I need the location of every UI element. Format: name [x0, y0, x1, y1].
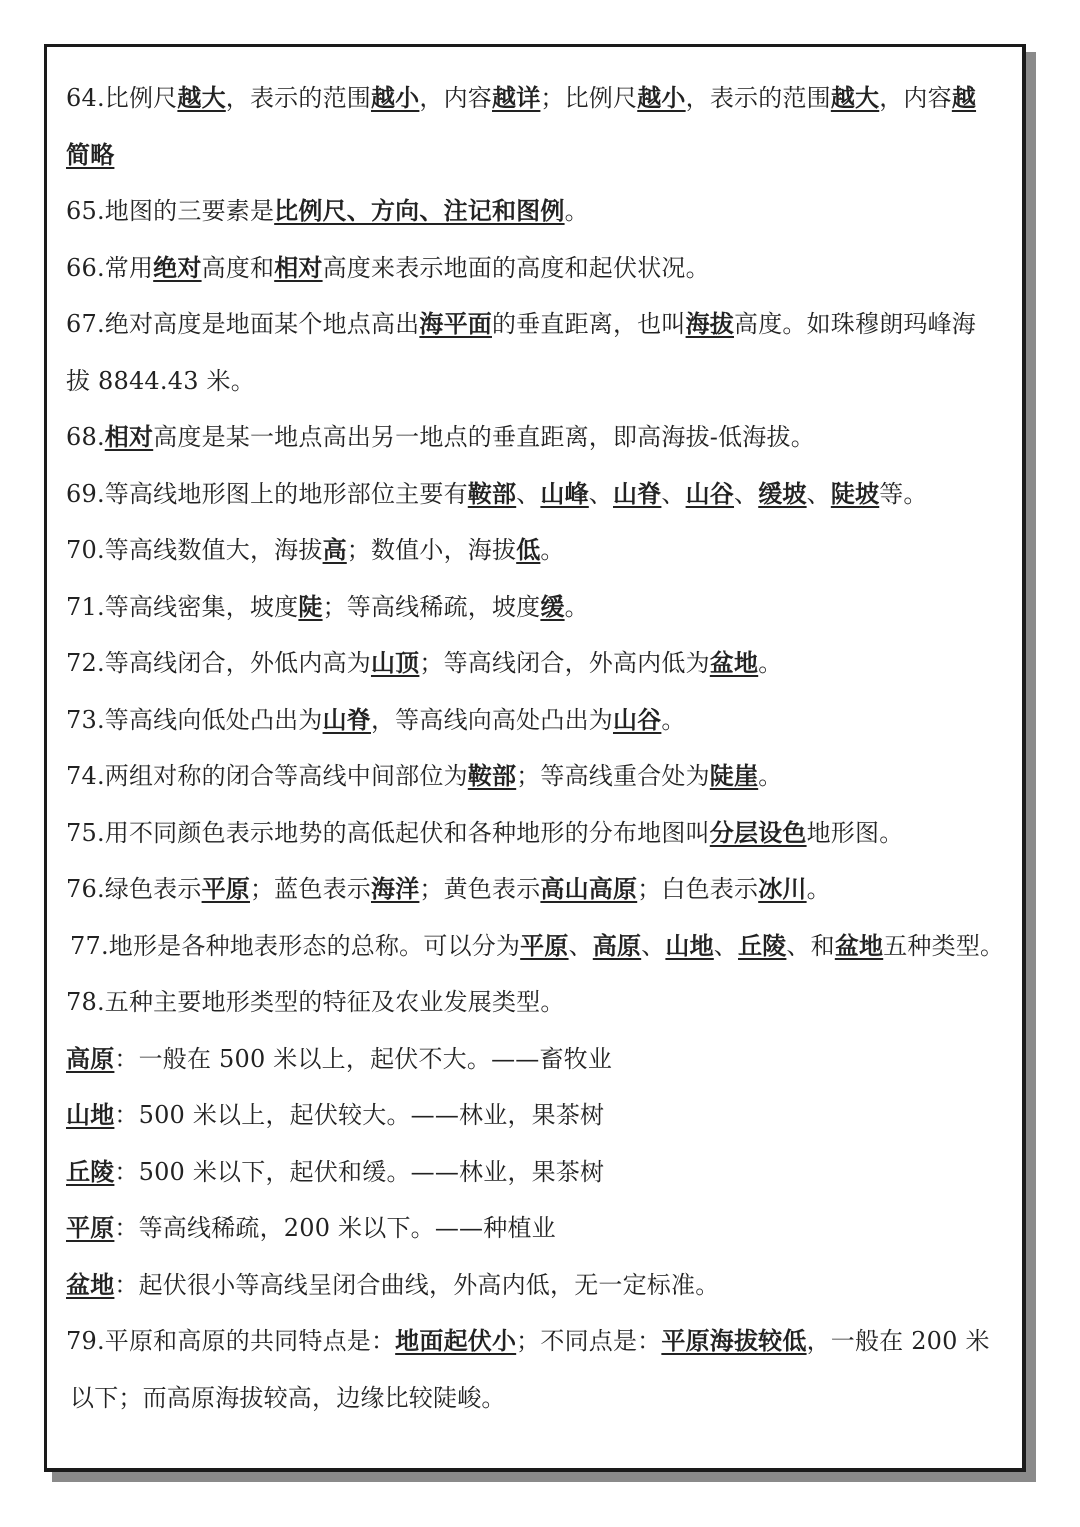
- text-line: [66, 1031, 1016, 1088]
- text-line: [66, 127, 1016, 184]
- key-term: 盆地: [709, 648, 759, 677]
- text-run: 。: [758, 762, 783, 790]
- text-run: 78.五种主要地形类型的特征及农业发展类型。: [66, 988, 565, 1016]
- text-run: ：一般在 500 米以上，起伏不大。——畜牧业: [114, 1044, 613, 1073]
- key-term: 低: [516, 535, 541, 564]
- text-run: ；不同点是：: [516, 1327, 662, 1355]
- text-run: 71.等高线密集，坡度: [66, 592, 299, 621]
- text-run: 69.等高线地形图上的地形部位主要有: [66, 479, 468, 508]
- text-run: ；黄色表示: [419, 875, 541, 903]
- text-run: ；等高线闭合，外高内低为: [419, 649, 710, 677]
- text-run: 、: [568, 931, 593, 960]
- text-run: ：等高线稀疏，200 米以下。——种植业: [114, 1214, 556, 1242]
- key-term: 鞍部: [467, 478, 517, 508]
- text-run: 。: [540, 536, 565, 564]
- key-term: 海平面: [419, 309, 492, 338]
- key-term: 冰川: [758, 874, 807, 903]
- text-run: 70.等高线数值大，海拔: [66, 536, 323, 564]
- text-run: ：500 米以下，起伏和缓。——林业，果茶树: [114, 1157, 605, 1186]
- key-term: 海洋: [370, 874, 420, 903]
- key-term: 相对: [104, 422, 154, 451]
- text-run: 64.比例尺: [66, 84, 178, 112]
- text-run: 地形图。: [806, 818, 904, 847]
- key-term: 简略: [66, 139, 115, 169]
- text-line: [66, 1370, 1016, 1427]
- text-run: 的垂直距离，也叫: [491, 310, 686, 338]
- text-line: [66, 70, 1016, 127]
- text-run: 以下；而高原海拔较高，边缘比较陡峻。: [70, 1383, 506, 1412]
- text-line: [66, 579, 1016, 636]
- text-run: 、: [661, 479, 686, 508]
- text-line: [66, 1200, 1016, 1257]
- text-line: [66, 409, 1016, 466]
- key-term: 越: [951, 83, 977, 112]
- text-line: [66, 466, 1016, 523]
- text-run: 72.等高线闭合，外低内高为: [66, 649, 371, 677]
- text-line: [66, 974, 1016, 1031]
- key-term: 陡崖: [709, 761, 759, 790]
- text-run: ；等高线稀疏，坡度: [322, 592, 541, 621]
- text-line: [66, 1144, 1016, 1201]
- text-run: 、: [588, 479, 613, 508]
- text-run: ；比例尺: [540, 84, 638, 112]
- key-term: 高原: [592, 930, 642, 960]
- text-run: 、: [734, 479, 759, 508]
- key-term: 鞍部: [467, 761, 517, 790]
- key-term: 山地: [665, 930, 714, 960]
- text-run: ；数值小，海拔: [346, 536, 517, 564]
- key-term: 越小: [637, 83, 686, 112]
- text-run: 高度是某一地点高出另一地点的垂直距离，即高海拔-低海拔。: [153, 423, 815, 451]
- text-line: [66, 805, 1016, 862]
- key-term: 山峰: [540, 478, 589, 508]
- text-run: ；蓝色表示: [249, 875, 371, 903]
- text-run: ；等高线重合处为: [516, 762, 710, 790]
- text-run: ，一般在 200 米: [806, 1327, 990, 1355]
- key-term: 地面起伏小: [395, 1326, 517, 1355]
- text-run: 66.常用: [66, 253, 154, 282]
- text-line: [66, 692, 1016, 749]
- text-line: [66, 183, 1016, 240]
- text-run: 65.地图的三要素是: [66, 197, 275, 225]
- text-line: [66, 861, 1016, 918]
- key-term: 平原海拔较低: [661, 1326, 807, 1355]
- text-run: ，表示的范围: [225, 84, 371, 112]
- text-run: 。: [661, 705, 686, 734]
- key-term: 高原: [66, 1043, 115, 1073]
- text-run: 五种类型。: [883, 931, 1005, 960]
- key-term: 平原: [520, 930, 569, 960]
- key-term: 盆地: [66, 1269, 115, 1299]
- key-term: 山脊: [613, 478, 662, 508]
- text-run: 。: [758, 649, 783, 677]
- text-run: 75.用不同颜色表示地势的高低起伏和各种地形的分布地图叫: [66, 818, 710, 847]
- key-term: 陡: [298, 591, 323, 621]
- key-term: 丘陵: [738, 930, 787, 960]
- key-term: 平原: [66, 1213, 115, 1242]
- text-run: 77.地形是各种地表形态的总称。可以分为: [70, 931, 521, 960]
- text-run: 。: [564, 197, 589, 225]
- text-run: 、: [516, 479, 541, 508]
- key-term: 越详: [492, 83, 541, 112]
- key-term: 山地: [66, 1100, 115, 1129]
- text-run: ，表示的范围: [685, 84, 831, 112]
- key-term: 山谷: [612, 704, 662, 734]
- text-line: [66, 1257, 1016, 1314]
- text-run: 、: [806, 479, 831, 508]
- key-term: 比例尺、方向、注记和图例: [274, 196, 565, 225]
- text-line: [66, 353, 1016, 410]
- text-line: [66, 635, 1016, 692]
- key-term: 绝对: [153, 252, 202, 282]
- key-term: 高山高原: [540, 874, 638, 903]
- text-run: 、: [641, 931, 666, 960]
- key-term: 盆地: [834, 930, 884, 960]
- key-term: 陡坡: [830, 478, 880, 508]
- key-term: 相对: [274, 252, 323, 282]
- key-term: 越大: [177, 83, 226, 112]
- text-run: ，等高线向高处凸出为: [370, 705, 613, 734]
- key-term: 越小: [370, 83, 420, 112]
- key-term: 缓坡: [758, 478, 807, 508]
- text-line: [66, 240, 1016, 297]
- document-body: [66, 70, 1016, 1426]
- text-run: 74.两组对称的闭合等高线中间部位为: [66, 762, 468, 790]
- text-run: 高度和: [201, 253, 275, 282]
- text-run: 高度来表示地面的高度和起伏状况。: [322, 253, 710, 282]
- text-run: 67.绝对高度是地面某个地点高出: [66, 310, 420, 338]
- key-term: 山谷: [685, 478, 735, 508]
- text-run: 等。: [879, 479, 928, 508]
- text-run: ，内容: [879, 84, 952, 112]
- key-term: 山顶: [370, 648, 420, 677]
- text-run: 高度。如珠穆朗玛峰海: [734, 310, 976, 338]
- text-run: ；白色表示: [637, 875, 759, 903]
- text-run: 68.: [66, 423, 105, 451]
- text-run: 拔 8844.43 米。: [66, 366, 255, 395]
- key-term: 越大: [830, 83, 880, 112]
- key-term: 高: [322, 535, 347, 564]
- text-run: 73.等高线向低处凸出为: [66, 705, 323, 734]
- text-line: [66, 296, 1016, 353]
- text-line: [66, 1087, 1016, 1144]
- text-run: 、: [713, 931, 738, 960]
- text-run: ：500 米以上，起伏较大。——林业，果茶树: [114, 1101, 605, 1129]
- text-run: 。: [564, 592, 589, 621]
- key-term: 山脊: [322, 704, 371, 734]
- key-term: 平原: [201, 874, 250, 903]
- text-line: [66, 522, 1016, 579]
- text-run: 、和: [786, 931, 835, 960]
- key-term: 丘陵: [66, 1156, 115, 1186]
- text-run: ，内容: [419, 84, 492, 112]
- text-line: [66, 748, 1016, 805]
- key-term: 海拔: [685, 309, 734, 338]
- text-run: ：起伏很小等高线呈闭合曲线，外高内低，无一定标准。: [114, 1270, 720, 1299]
- text-run: 。: [806, 875, 831, 903]
- text-run: 79.平原和高原的共同特点是：: [66, 1327, 396, 1355]
- text-line: [66, 1313, 1016, 1370]
- key-term: 分层设色: [709, 817, 807, 847]
- key-term: 缓: [540, 591, 565, 621]
- text-run: 76.绿色表示: [66, 875, 202, 903]
- text-line: [66, 918, 1016, 975]
